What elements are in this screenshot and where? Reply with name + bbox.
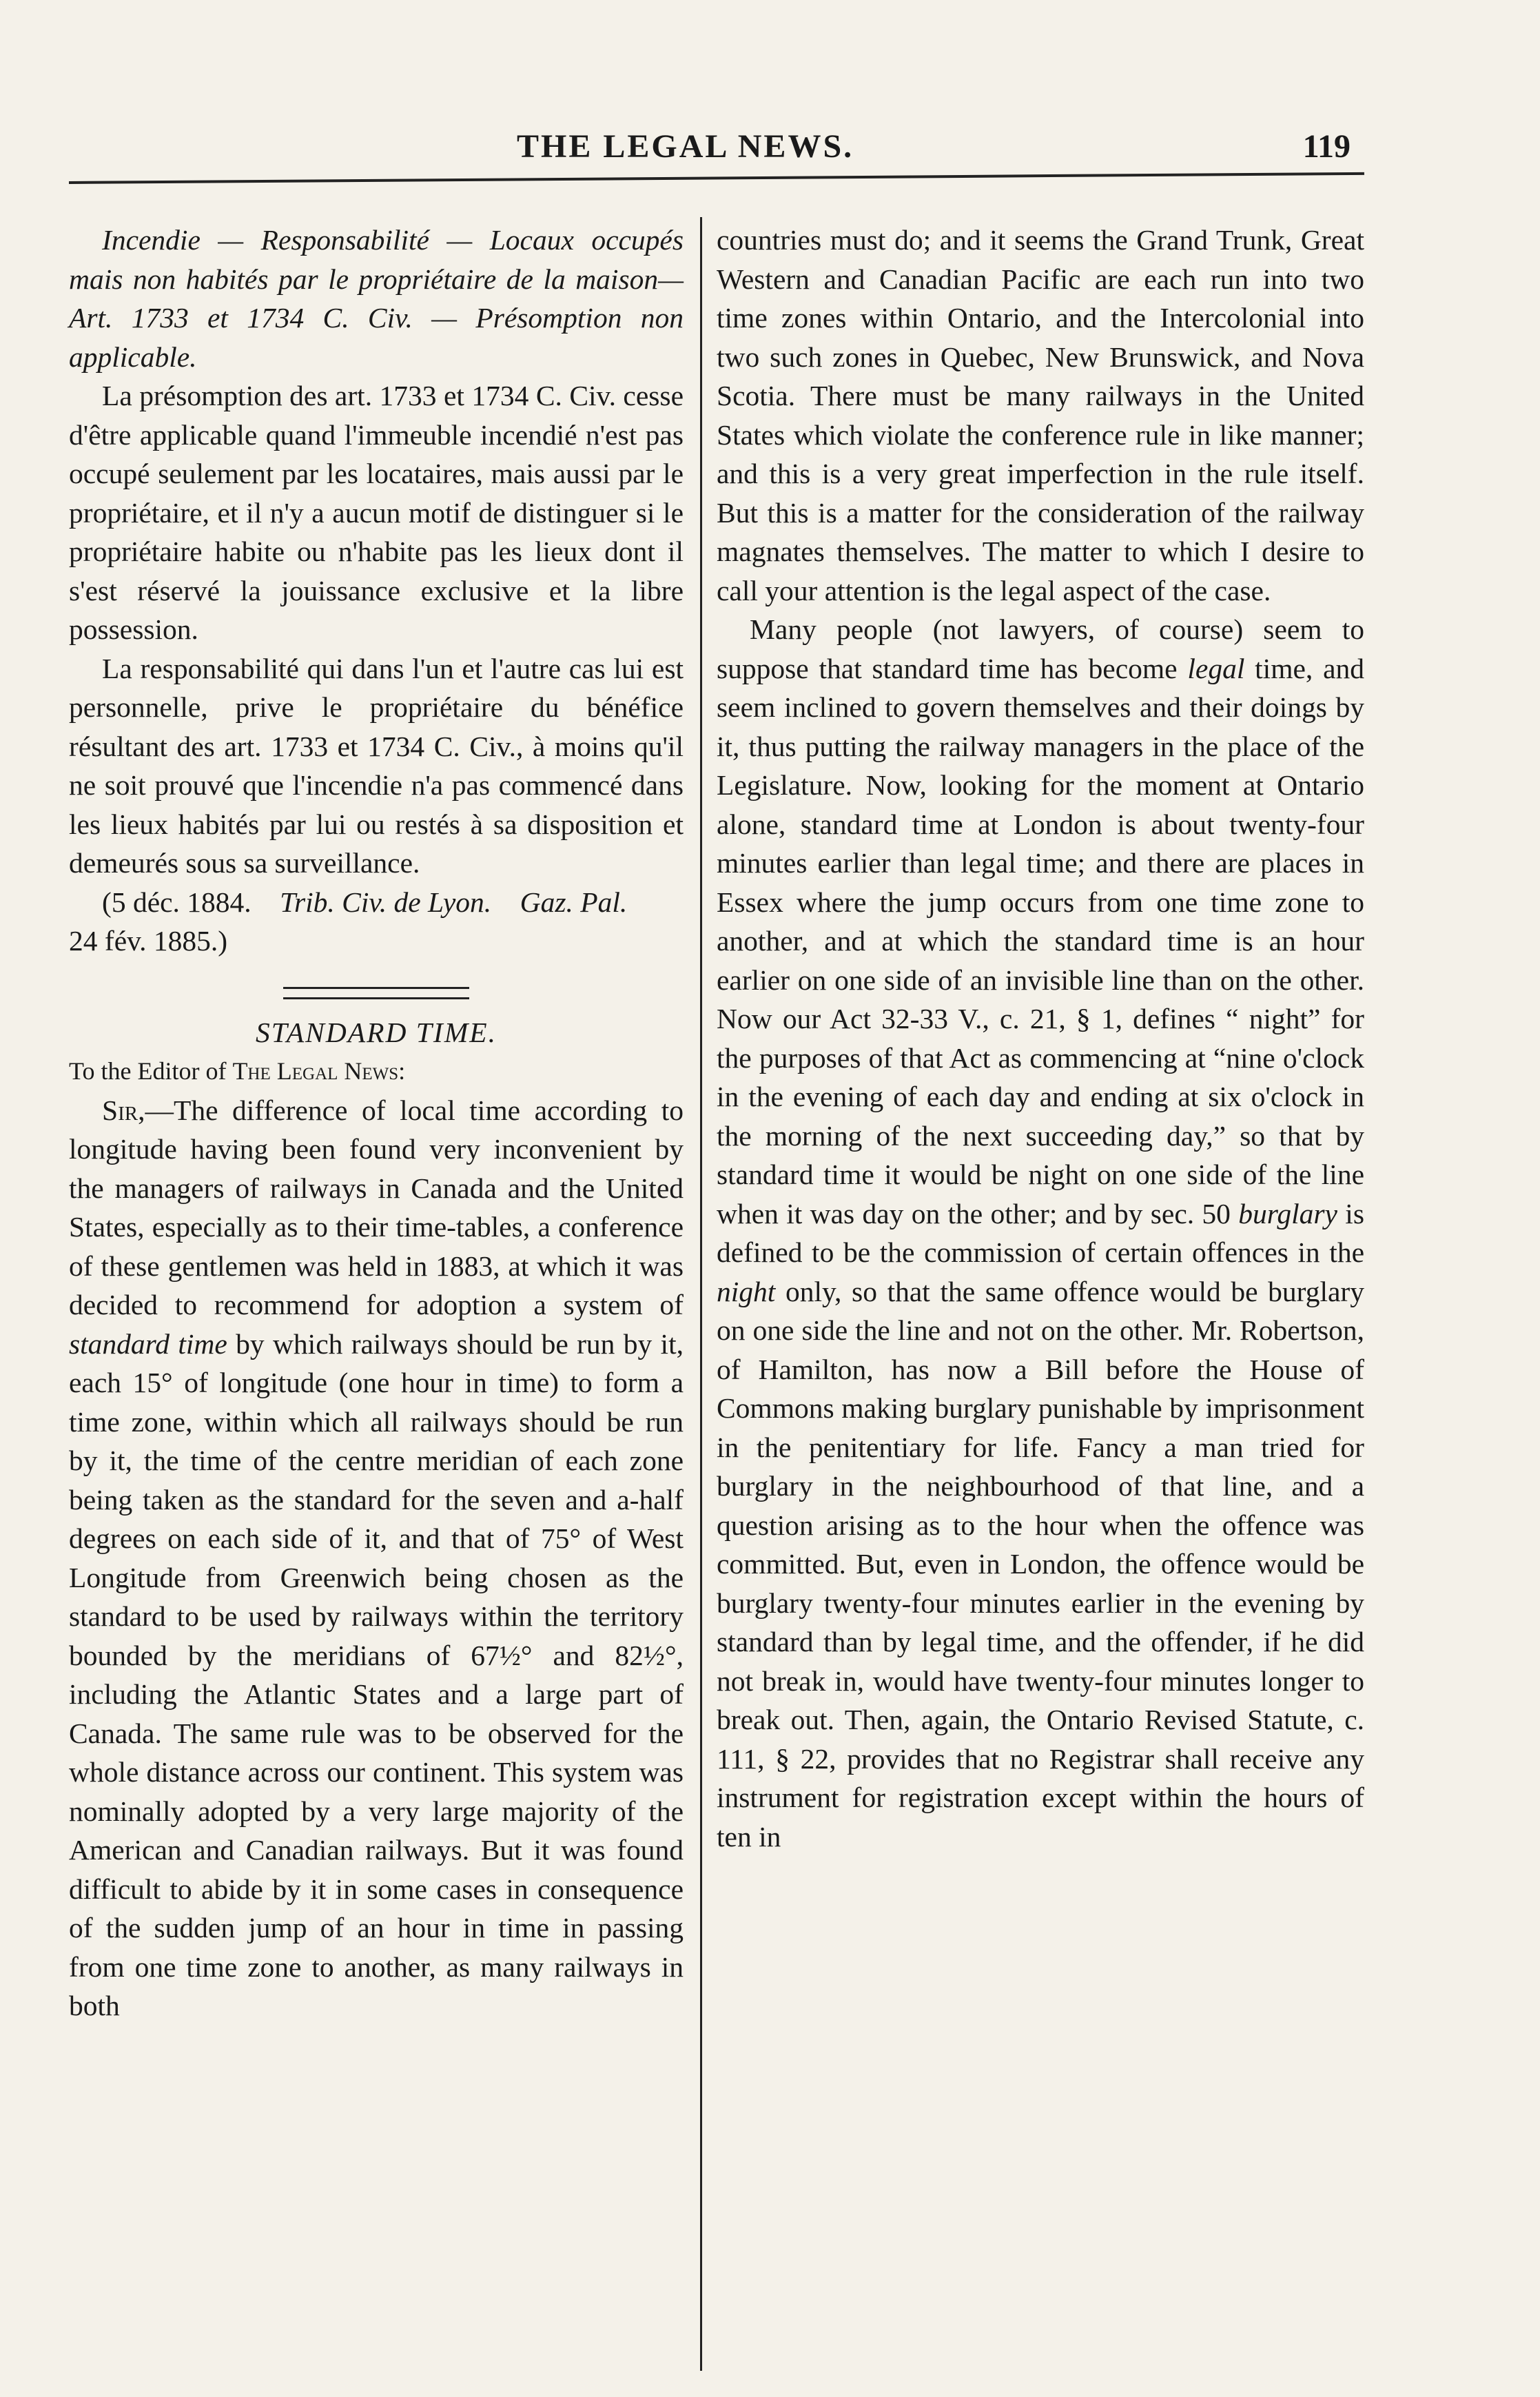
column-divider [700,217,702,2371]
letter-paragraph-1 [69,1091,684,2026]
page-number: 119 [1302,128,1351,165]
salutation-suffix: : [398,1057,406,1085]
letter-paragraph-2 [717,610,1364,1856]
right-column [717,221,1364,1856]
salutation-publication: The Legal News [232,1057,399,1085]
case-paragraph-2: La responsabilité qui dans l'un et l'autre cas lui est personnelle, prive le propriétaire du bénéfice résultant des art. 1733 et 1734 C. Civ., à moins qu'il ne soit prouvé que l'incendie n'a pas commencé dans les lieux habités par lui ou restés à sa disposition et demeurés sous sa surveillance. [69,652,684,879]
para2-text-c: is defined to be the commission of certain offences in the [717,1197,1364,1268]
case-citation [69,883,684,961]
page-header [69,127,1364,183]
letter-paragraph-continued: countries must do; and it seems the Grand Trunk, Great Western and Canadian Pacific are each run into two time zones within Ontario, and the Intercolonial into two such zones in Quebec, New Brunswick, and Nova Scotia. There must be many railways in the United States which violate the conference rule in like manner; and this is a very great imperfection in the rule itself. But this is a matter for the consideration of the railway magnates themselves. The matter to which I desire to call your attention is the legal aspect of the case. [717,224,1364,606]
section-separator [283,987,469,999]
para2-italic-legal: legal [1187,652,1245,684]
left-column [69,221,684,2026]
citation-gazette: Gaz. Pal. [520,886,628,918]
para2-text-d: only, so that the same offence would be burglary on one side the line and not on the other. Mr. Robertson, of Hamilton, has now a Bill before the House of Commons making burglary punishable by imprisonment in the penitentiary for life. Fancy a man tried for burglary in the neighbourhood of that line, and a question arising as to the hour when the offence was committed. But, even in London, the offence would be burglary twenty-four minutes earlier in the evening by standard than by legal time, and the offender, if he did not break in, would have twenty-four minutes longer to break out. Then, again, the Ontario Revised Statute, c. 111, § 22, provides that no Registrar shall receive any instrument for registration except within the hours of ten in [717,1275,1364,1853]
citation-date-2: 24 fév. 1885.) [69,925,228,957]
section-title: STANDARD TIME. [256,1016,497,1048]
case-paragraph-1: La présomption des art. 1733 et 1734 C. Civ. cesse d'être applicable quand l'immeuble incendié n'est pas occupé seulement par les locataires, mais aussi par le propriétaire, et il n'y a aucun motif de distinguer si le propriétaire habite ou n'habite pas les lieux dont il s'est réservé la jouissance exclusive et la libre possession. [69,380,684,645]
citation-date-1: (5 déc. 1884. [102,886,251,918]
running-title: THE LEGAL NEWS. [517,128,854,165]
salutation-prefix: To the Editor of [69,1057,227,1085]
para2-italic-night: night [717,1275,776,1307]
citation-court: Trib. Civ. de Lyon. [280,886,492,918]
letter-body-1: —The difference of local time according to longitude having been found very inconvenient by the managers of railways in Canada and the United States, especially as to their time-tables, a conference of these gentlemen was held in 1883, at which it was decided to recommend for adoption a system of [69,1094,684,1320]
letter-lead-in: Sir, [102,1094,145,1126]
letter-body-2: by which railways should be run by it, each 15° of longitude (one hour in time) to form a time zone, within which all railways should be run by it, the time of the centre meridian of each zone being taken as the standard for the seven and a-half degrees on each side of it, and that of 75° of West Longitude from Greenwich being chosen as the standard to be used by railways within the territory bounded by the meridians of 67½° and 82½°, including the Atlantic States and a large part of Canada. The same rule was to be observed for the whole distance across our continent. This system was nominally adopted by a very large majority of the American and Canadian railways. But it was found difficult to abide by it in some cases in consequence of the sudden jump of an hour in time in passing from one time zone to another, as many railways in both [69,1327,684,2021]
case-heading: Incendie — Responsabilité — Locaux occupés mais non habités par le propriétaire de la maison—Art. 1733 et 1734 C. Civ. — Présomption non applicable. [69,224,684,373]
salutation [69,1052,684,1091]
para2-italic-burglary: burglary [1238,1197,1337,1230]
letter-italic-standard-time: standard time [69,1327,227,1360]
para2-text-b: time, and seem inclined to govern themselves and their doings by it, thus putting the railway managers in the place of the Legislature. Now, looking for the moment at Ontario alone, standard time at London is about twenty-four minutes earlier than legal time; and there are places in Essex where the jump occurs from one time zone to another, and at which the standard time is an hour earlier on one side of an invisible line than on the other. Now our Act 32-33 V., c. 21, § 1, defines “ night” for the purposes of that Act as commencing at “nine o'clock in the evening of each day and ending at six o'clock in the morning of the next succeeding day,” so that by standard time it would be night on one side of the line when it was day on the other; and by sec. 50 [717,652,1364,1230]
header-rule [69,172,1364,184]
para2-text-a: Many people (not lawyers, of course) seem to suppose that standard time has become [717,613,1364,684]
